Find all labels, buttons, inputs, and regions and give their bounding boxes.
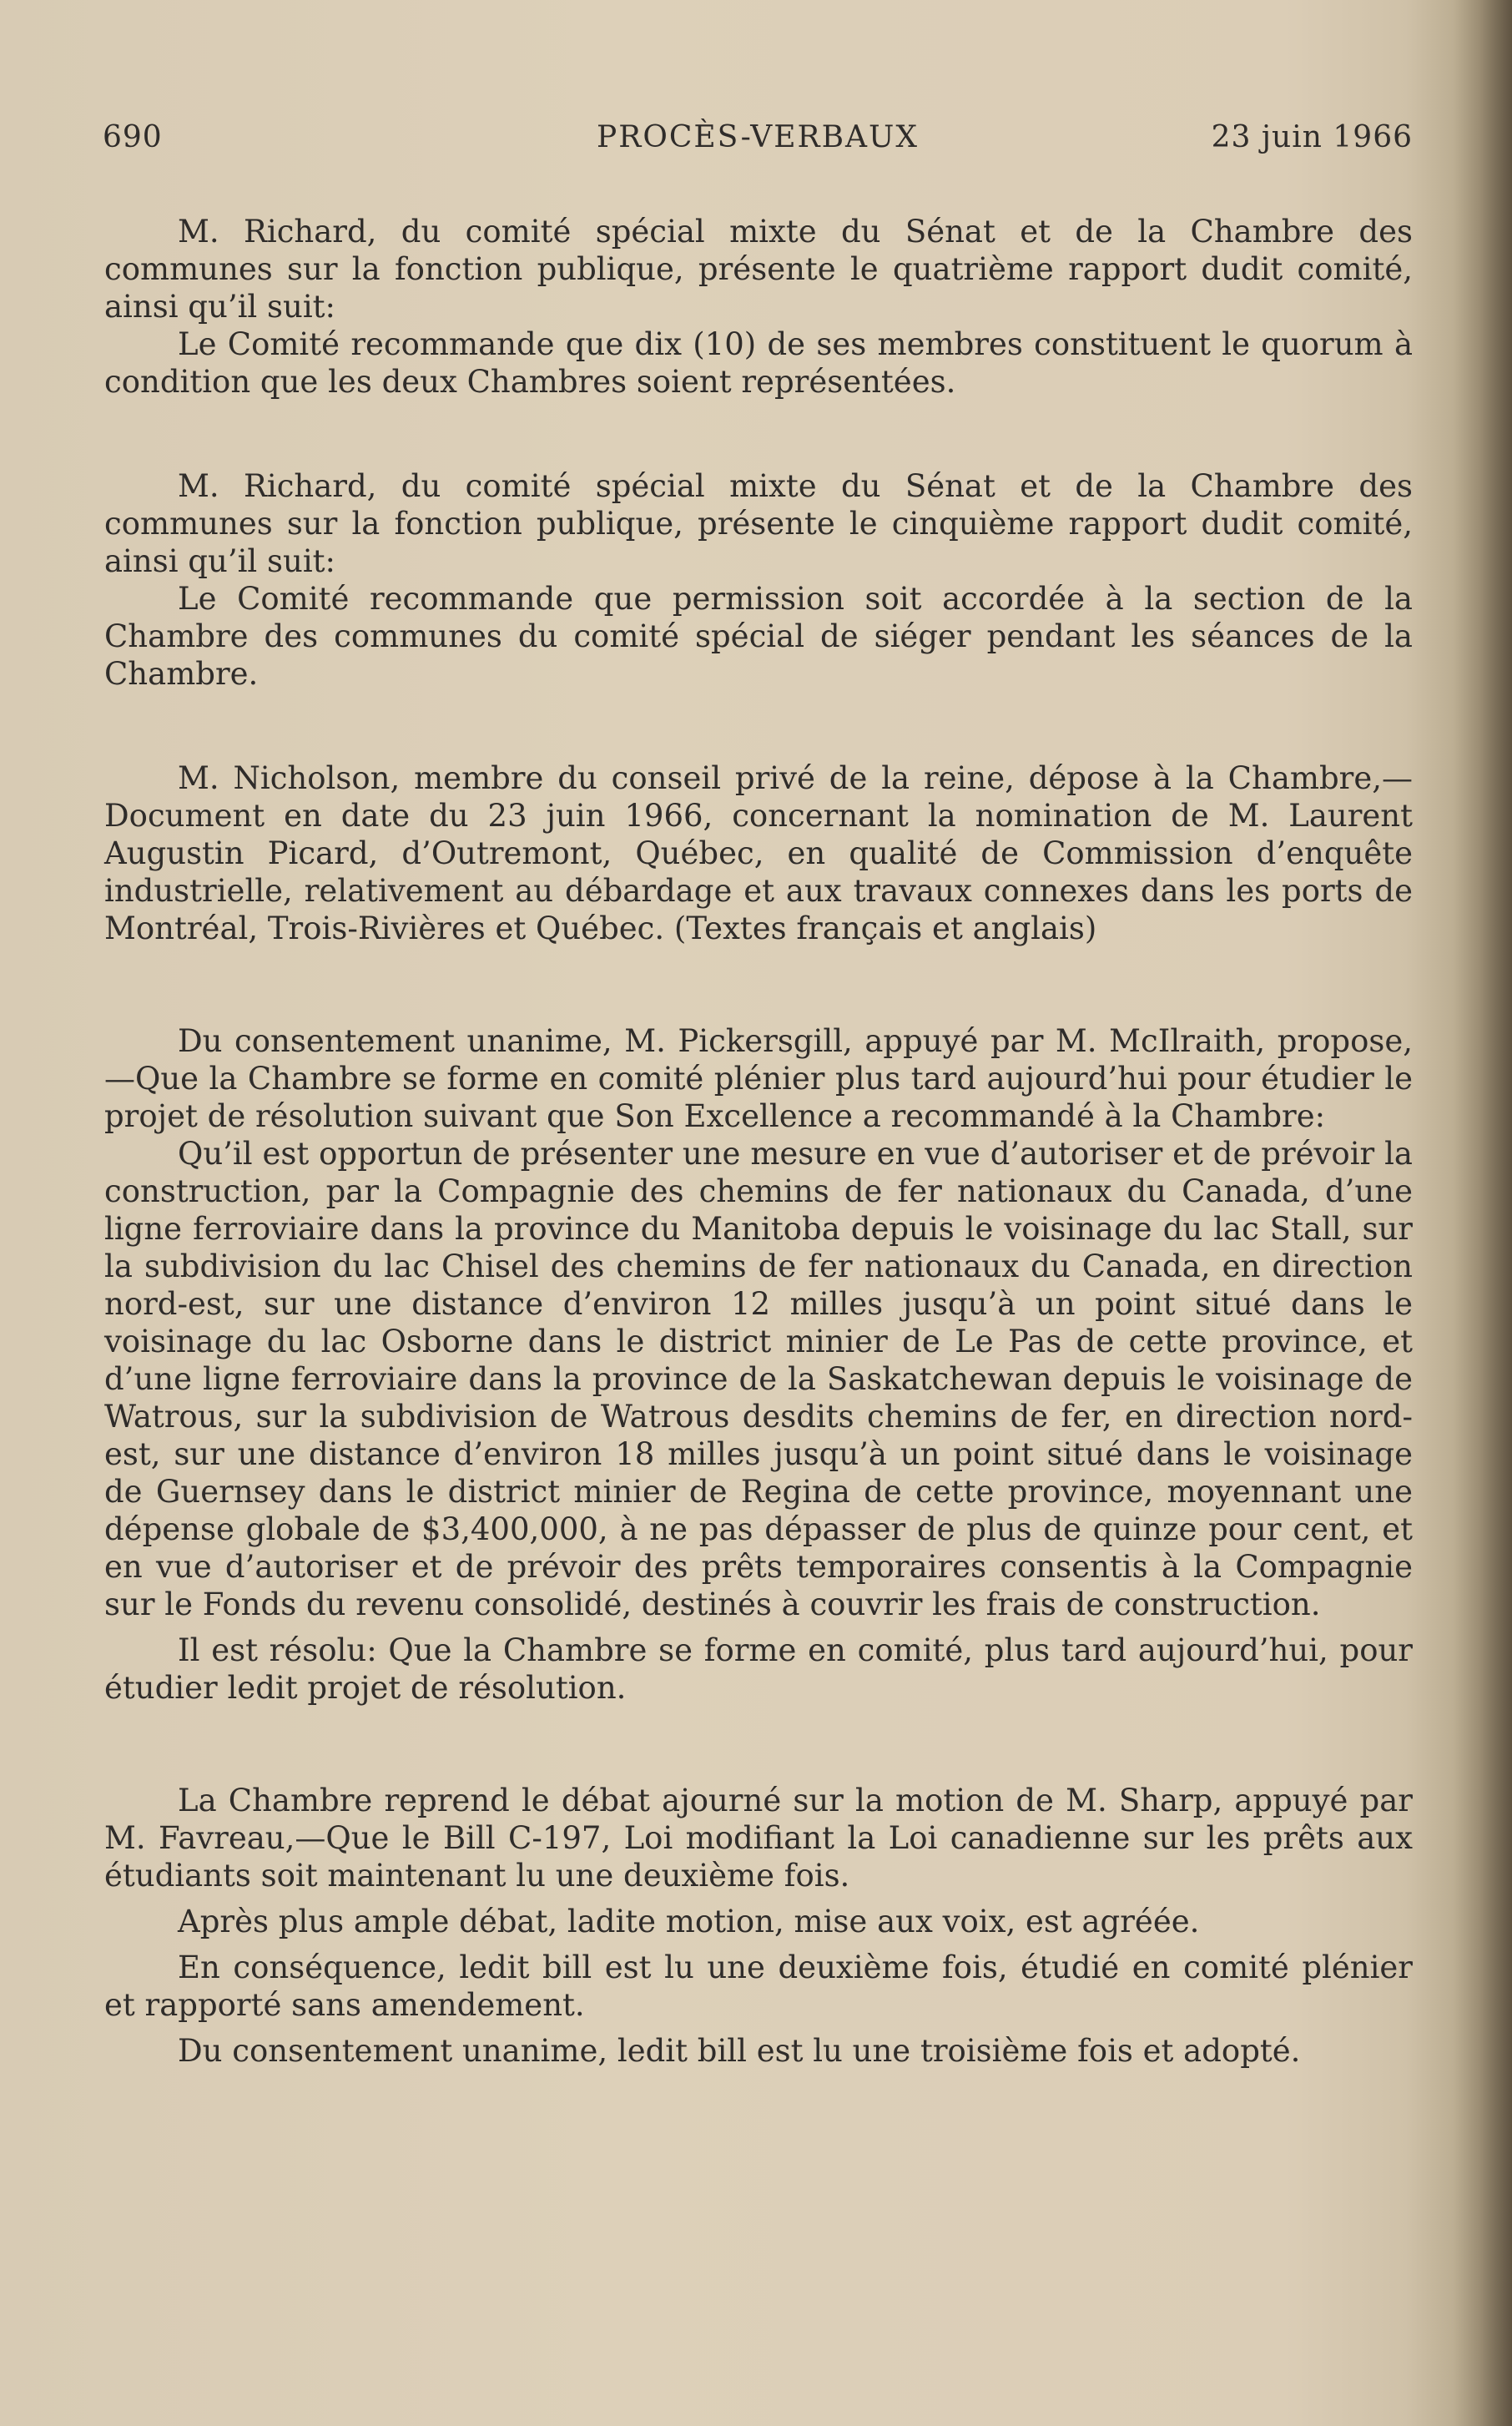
paragraph-bill-debate: La Chambre reprend le débat ajourné sur la motion de M. Sharp, appuyé par M. Favreau,—Que le Bill C-197, Loi modifiant la Loi canadienne sur les prêts aux étudiants soit maintenant lu une deuxième fois. (104, 1783, 1413, 1894)
paragraph-nicholson-document: M. Nicholson, membre du conseil privé de la reine, dépose à la Chambre,— Document en date du 23 juin 1966, concernant la nomination de M. Laurent Augustin Picard, d’Outremont, Québec, en qualité de Commission d’enquête industrielle, relativement au débardage et aux travaux connexes dans les ports de Montréal, Trois-Rivières et Québec. (Textes français et anglais) (104, 760, 1413, 946)
section-gap (104, 401, 1413, 467)
paragraph-gap (104, 1894, 1413, 1903)
document-body (104, 213, 1413, 2070)
paragraph-gap (104, 1623, 1413, 1632)
paragraph-resolution-text: Qu’il est opportun de présenter une mesure en vue d’autoriser et de prévoir la construction, par la Compagnie des chemins de fer nationaux du Canada, d’une ligne ferroviaire dans la province du Manitoba depuis le voisinage du lac Stall, sur la subdivision du lac Chisel des chemins de fer nationaux du Canada, en direction nord-est, sur une distance d’environ 12 milles jusqu’à un point situé dans le voisinage du lac Osborne dans le district minier de Le Pas de cette province, et d’une ligne ferroviaire dans la province de la Saskatchewan depuis le voisinage de Watrous, sur la subdivision de Watrous desdits chemins de fer, en direction nord-est, sur une distance d’environ 18 milles jusqu’à un point situé dans le voisinage de Guernsey dans le district minier de Regina de cette province, moyennant une dépense globale de $3,400,000, à ne pas dépasser de plus de quinze pour cent, et en vue d’autoriser et de prévoir des prêts temporaires consentis à la Compagnie sur le Fonds du revenu consolidé, destinés à couvrir les frais de construction. (104, 1136, 1413, 1622)
paragraph-sitting-permission: Le Comité recommande que permission soit accordée à la section de la Chambre des communes du comité spécial de siéger pendant les séances de la Chambre. (104, 581, 1413, 692)
header-title: PROCÈS-VERBAUX (597, 120, 919, 154)
section-gap (104, 947, 1413, 1022)
paragraph-resolved: Il est résolu: Que la Chambre se forme en comité, plus tard aujourd’hui, pour étudier ledit projet de résolution. (104, 1632, 1413, 1706)
paragraph-third-reading: Du consentement unanime, ledit bill est lu une troisième fois et adopté. (178, 2033, 1301, 2069)
paragraph-second-reading: En conséquence, ledit bill est lu une deuxième fois, étudié en comité plénier et rapporté sans amendement. (104, 1949, 1413, 2023)
book-binding-shadow (1454, 0, 1512, 2426)
page-number: 690 (103, 120, 163, 154)
header-date: 23 juin 1966 (1211, 120, 1413, 154)
paragraph-gap (104, 2024, 1413, 2032)
paragraph-fourth-report: M. Richard, du comité spécial mixte du Sénat et de la Chambre des communes sur la fonction publique, présente le quatrième rapport dudit comité, ainsi qu’il suit: (104, 214, 1413, 325)
paragraph-motion-agreed: Après plus ample débat, ladite motion, mise aux voix, est agréée. (178, 1904, 1200, 1939)
paragraph-fifth-report: M. Richard, du comité spécial mixte du Sénat et de la Chambre des communes sur la fonction publique, présente le cinquième rapport dudit comité, ainsi qu’il suit: (104, 468, 1413, 579)
paragraph-gap (104, 1940, 1413, 1949)
paragraph-quorum-recommendation: Le Comité recommande que dix (10) de ses membres constituent le quorum à condition que les deux Chambres soient représentées. (104, 326, 1413, 400)
running-header (103, 117, 1413, 159)
section-gap (104, 693, 1413, 759)
paragraph-pickersgill-motion: Du consentement unanime, M. Pickersgill, appuyé par M. McIlraith, propose,—Que la Chambre se forme en comité plénier plus tard aujourd’hui pour étudier le projet de résolution suivant que Son Excellence a recommandé à la Chambre: (104, 1023, 1413, 1134)
section-gap (104, 1707, 1413, 1782)
